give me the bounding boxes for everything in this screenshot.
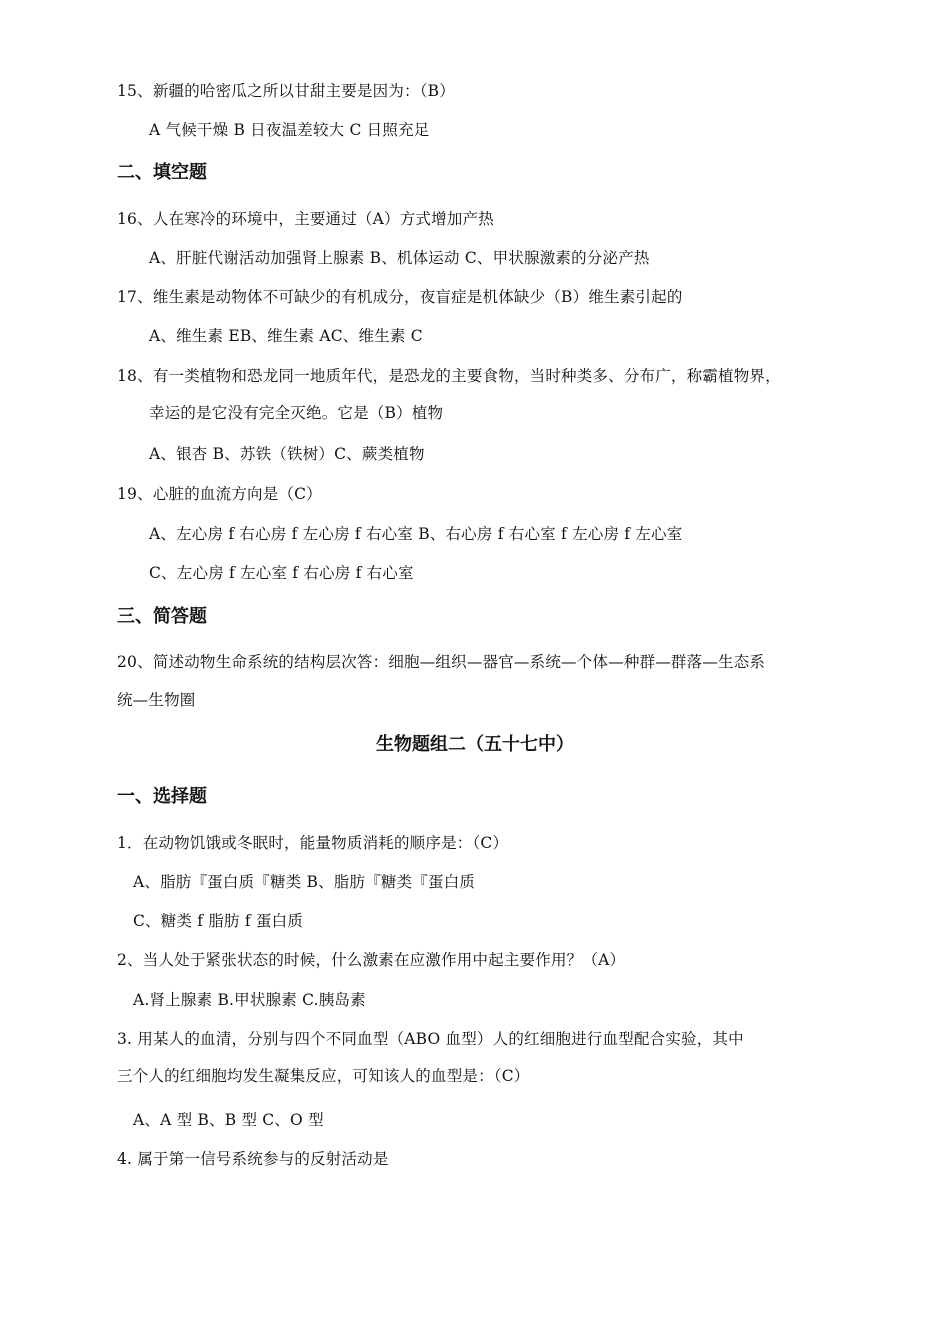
question-3-continued: 三个人的红细胞均发生凝集反应，可知该人的血型是：（C）	[117, 1067, 530, 1085]
group-title: 生物题组二（五十七中）	[376, 734, 574, 755]
section-heading-multiple-choice: 一、选择题	[117, 786, 207, 807]
section-heading-short-answer: 三、简答题	[117, 606, 207, 627]
question-16-options: A、肝脏代谢活动加强肾上腺素 B、机体运动 C、甲状腺激素的分泌产热	[149, 249, 650, 267]
question-20: 20、简述动物生命系统的结构层次答：细胞—组织—器官—系统—个体—种群—群落—生态系	[117, 653, 766, 671]
question-20-continued: 统—生物圈	[117, 691, 196, 709]
question-15-options: A 气候干燥 B 日夜温差较大 C 日照充足	[149, 121, 430, 139]
question-17: 17、维生素是动物体不可缺少的有机成分，夜盲症是机体缺少（B）维生素引起的	[117, 288, 683, 306]
question-19: 19、心脏的血流方向是（C）	[117, 485, 322, 503]
question-15: 15、新疆的哈密瓜之所以甘甜主要是因为：（B）	[117, 82, 455, 100]
question-19-options-a-b: A、左心房 f 右心房 f 左心房 f 右心室 B、右心房 f 右心室 f 左心房 f 左心室	[149, 525, 683, 543]
question-1-options-a-b: A、脂肪『蛋白质『糖类 B、脂肪『糖类『蛋白质	[133, 873, 476, 891]
question-3: 3. 用某人的血清，分别与四个不同血型（ABO 血型）人的红细胞进行血型配合实验，其中	[117, 1030, 744, 1048]
section-heading-fill-in: 二、填空题	[117, 162, 207, 183]
question-2: 2、当人处于紧张状态的时候，什么激素在应激作用中起主要作用？（A）	[117, 951, 626, 969]
question-3-options: A、A 型 B、B 型 C、O 型	[133, 1111, 324, 1129]
question-18-continued: 幸运的是它没有完全灭绝。它是（B）植物	[149, 404, 444, 422]
question-17-options: A、维生素 EB、维生素 AC、维生素 C	[149, 327, 423, 345]
question-1: 1．在动物饥饿或冬眠时，能量物质消耗的顺序是：（C）	[117, 834, 509, 852]
question-4: 4. 属于第一信号系统参与的反射活动是	[117, 1150, 389, 1168]
question-16: 16、人在寒冷的环境中，主要通过（A）方式增加产热	[117, 210, 494, 228]
question-19-option-c: C、左心房 f 左心室 f 右心房 f 右心室	[149, 564, 414, 582]
question-18-options: A、银杏 B、苏铁（铁树）C、蕨类植物	[149, 445, 425, 463]
question-18: 18、有一类植物和恐龙同一地质年代，是恐龙的主要食物，当时种类多、分布广，称霸植物界，	[117, 367, 781, 385]
question-2-options: A.肾上腺素 B.甲状腺素 C.胰岛素	[133, 991, 366, 1009]
question-1-option-c: C、糖类 f 脂肪 f 蛋白质	[133, 912, 304, 930]
